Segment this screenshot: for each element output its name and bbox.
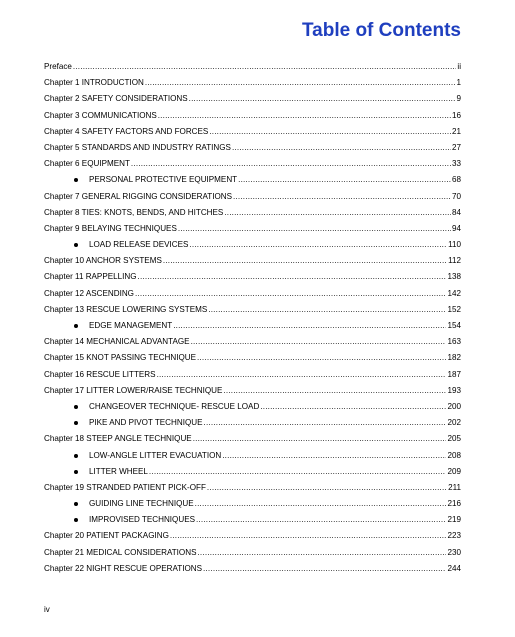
- toc-entry-label: GUIDING LINE TECHNIQUE: [89, 499, 194, 509]
- dot-leader: [197, 548, 446, 557]
- dot-leader: [207, 483, 447, 492]
- toc-entry-page: 84: [451, 207, 461, 217]
- toc-entry-page: 200: [447, 401, 461, 411]
- dot-leader: [204, 418, 447, 427]
- dot-leader: [224, 208, 451, 217]
- toc-entry-label: PERSONAL PROTECTIVE EQUIPMENT: [89, 175, 238, 185]
- dot-leader: [223, 386, 446, 395]
- toc-entry-page: 9: [456, 94, 461, 104]
- toc-entry-label: Chapter 1 INTRODUCTION: [44, 78, 144, 88]
- toc-entry-page: 154: [447, 321, 461, 330]
- dot-leader: [233, 192, 451, 201]
- page-number: iv: [44, 605, 50, 614]
- dot-leader: [196, 515, 446, 524]
- toc-entry[interactable]: [44, 249, 461, 265]
- toc-entry-page: 244: [447, 563, 461, 573]
- toc-entry-label: Chapter 18 STEEP ANGLE TECHNIQUE: [44, 434, 192, 444]
- toc-entry-page: 230: [447, 547, 461, 557]
- toc-entry[interactable]: [44, 281, 461, 297]
- bullet-icon: [74, 518, 78, 522]
- dot-leader: [195, 499, 447, 508]
- toc-entry[interactable]: [44, 136, 461, 152]
- dot-leader: [158, 111, 451, 120]
- toc-entry[interactable]: [44, 103, 461, 119]
- toc-entry-page: 138: [447, 272, 461, 282]
- bullet-icon: [74, 405, 78, 409]
- dot-leader: [145, 78, 456, 87]
- toc-entry-label: IMPROVISED TECHNIQUES: [89, 515, 195, 525]
- toc-entry-label: Chapter 17 LITTER LOWER/RAISE TECHNIQUE: [44, 385, 223, 395]
- toc-entry[interactable]: [44, 217, 461, 233]
- dot-leader: [208, 305, 446, 314]
- toc-entry-page: ii: [457, 62, 461, 71]
- dot-leader: [232, 143, 451, 152]
- toc-entry-page: 209: [447, 466, 461, 476]
- toc-entry-page: 94: [451, 223, 461, 233]
- toc-entry-page: 142: [447, 288, 461, 298]
- toc-entry[interactable]: [44, 524, 461, 540]
- toc-entry[interactable]: [44, 427, 461, 443]
- toc-entry-label: Chapter 9 BELAYING TECHNIQUES: [44, 223, 177, 233]
- toc-entry[interactable]: [44, 265, 461, 281]
- dot-leader: [189, 240, 447, 249]
- toc-subentry[interactable]: [44, 314, 461, 330]
- toc-entry-label: Chapter 10 ANCHOR SYSTEMS: [44, 256, 162, 266]
- toc-entry-label: Chapter 3 COMMUNICATIONS: [44, 110, 157, 120]
- toc-subentry[interactable]: [44, 395, 461, 411]
- toc-entry-page: 202: [447, 418, 461, 428]
- toc-entry-label: Chapter 20 PATIENT PACKAGING: [44, 531, 169, 541]
- toc-entry[interactable]: [44, 476, 461, 492]
- toc-entry-page: 211: [448, 482, 461, 492]
- dot-leader: [131, 159, 451, 168]
- toc-entry-page: 193: [447, 385, 461, 395]
- toc-entry-page: 33: [451, 159, 461, 169]
- toc-entry-page: 110: [448, 240, 461, 250]
- dot-leader: [189, 94, 456, 103]
- toc-entry[interactable]: [44, 346, 461, 362]
- toc-entry-label: CHANGEOVER TECHNIQUE- RESCUE LOAD: [89, 401, 260, 411]
- toc-entry[interactable]: [44, 298, 461, 314]
- toc-entry-page: 70: [451, 191, 461, 201]
- dot-leader: [173, 321, 446, 330]
- bullet-icon: [74, 470, 78, 474]
- dot-leader: [178, 224, 451, 233]
- toc-subentry[interactable]: [44, 233, 461, 249]
- toc-entry-page: 16: [451, 110, 461, 120]
- toc-entry-label: Chapter 13 RESCUE LOWERING SYSTEMS: [44, 304, 208, 314]
- toc-entry-page: 182: [447, 353, 461, 363]
- toc-entry[interactable]: [44, 71, 461, 87]
- toc-entry-label: Chapter 5 STANDARDS AND INDUSTRY RATINGS: [44, 142, 231, 152]
- bullet-icon: [74, 454, 78, 458]
- toc-entry-label: Chapter 2 SAFETY CONSIDERATIONS: [44, 94, 188, 104]
- toc-entry-label: Chapter 22 NIGHT RESCUE OPERATIONS: [44, 563, 203, 573]
- toc-entry-label: Chapter 11 RAPPELLING: [44, 272, 137, 282]
- toc-entry-page: 21: [451, 126, 461, 136]
- toc-subentry[interactable]: [44, 492, 461, 508]
- toc-entry-label: Chapter 12 ASCENDING: [44, 288, 134, 298]
- page-title: Table of Contents: [301, 20, 461, 41]
- toc-subentry[interactable]: [44, 168, 461, 184]
- dot-leader: [193, 434, 447, 443]
- toc-entry[interactable]: [44, 201, 461, 217]
- toc-entry-label: Chapter 4 SAFETY FACTORS AND FORCES: [44, 126, 209, 136]
- toc-entry[interactable]: [44, 152, 461, 168]
- toc-entry-label: Chapter 19 STRANDED PATIENT PICK-OFF: [44, 482, 206, 492]
- bullet-icon: [74, 178, 78, 182]
- toc-entry-page: 27: [451, 142, 461, 152]
- toc-list: [44, 62, 461, 573]
- toc-entry-label: LOAD RELEASE DEVICES: [89, 240, 189, 250]
- toc-entry[interactable]: [44, 62, 461, 71]
- dot-leader: [138, 272, 447, 281]
- toc-entry-label: LOW-ANGLE LITTER EVACUATION: [89, 450, 222, 460]
- dot-leader: [238, 175, 451, 184]
- dot-leader: [203, 564, 446, 573]
- toc-entry-label: PIKE AND PIVOT TECHNIQUE: [89, 418, 203, 428]
- toc-entry-page: 152: [447, 304, 461, 314]
- bullet-icon: [74, 421, 78, 425]
- toc-entry-page: 223: [447, 531, 461, 541]
- toc-entry-page: 187: [447, 369, 461, 379]
- bullet-icon: [74, 243, 78, 247]
- toc-entry-label: Chapter 8 TIES: KNOTS, BENDS, AND HITCHES: [44, 207, 224, 217]
- toc-entry-label: Preface: [44, 62, 72, 71]
- dot-leader: [209, 127, 451, 136]
- toc-subentry[interactable]: [44, 411, 461, 427]
- toc-entry[interactable]: [44, 87, 461, 103]
- toc-entry-page: 219: [447, 515, 461, 525]
- toc-entry[interactable]: [44, 362, 461, 378]
- toc-entry-page: 112: [448, 256, 461, 266]
- toc-entry[interactable]: [44, 540, 461, 556]
- toc-entry[interactable]: [44, 120, 461, 136]
- bullet-icon: [74, 324, 78, 328]
- toc-entry-page: 1: [456, 78, 461, 88]
- dot-leader: [191, 337, 447, 346]
- toc-entry-label: Chapter 21 MEDICAL CONSIDERATIONS: [44, 547, 197, 557]
- dot-leader: [222, 451, 446, 460]
- dot-leader: [149, 467, 447, 476]
- toc-entry-page: 68: [451, 175, 461, 185]
- toc-entry-label: Chapter 7 GENERAL RIGGING CONSIDERATIONS: [44, 191, 232, 201]
- toc-subentry[interactable]: [44, 460, 461, 476]
- dot-leader: [197, 353, 446, 362]
- dot-leader: [170, 531, 447, 540]
- toc-entry[interactable]: [44, 557, 461, 573]
- toc-subentry[interactable]: [44, 508, 461, 524]
- toc-entry-label: Chapter 6 EQUIPMENT: [44, 159, 130, 169]
- dot-leader: [163, 256, 447, 265]
- toc-entry-page: 205: [447, 434, 461, 444]
- toc-entry-page: 163: [447, 337, 461, 347]
- toc-entry-label: Chapter 16 RESCUE LITTERS: [44, 369, 156, 379]
- toc-entry-label: Chapter 14 MECHANICAL ADVANTAGE: [44, 337, 190, 347]
- toc-entry-page: 208: [447, 450, 461, 460]
- toc-entry[interactable]: [44, 330, 461, 346]
- dot-leader: [260, 402, 446, 411]
- dot-leader: [135, 289, 447, 298]
- dot-leader: [73, 62, 456, 71]
- bullet-icon: [74, 502, 78, 506]
- toc-entry-label: LITTER WHEEL: [89, 466, 148, 476]
- toc-entry-label: EDGE MANAGEMENT: [89, 321, 173, 330]
- dot-leader: [157, 370, 447, 379]
- toc-entry[interactable]: [44, 379, 461, 395]
- toc-subentry[interactable]: [44, 443, 461, 459]
- toc-entry[interactable]: [44, 184, 461, 200]
- toc-entry-label: Chapter 15 KNOT PASSING TECHNIQUE: [44, 353, 197, 363]
- toc-entry-page: 216: [447, 499, 461, 509]
